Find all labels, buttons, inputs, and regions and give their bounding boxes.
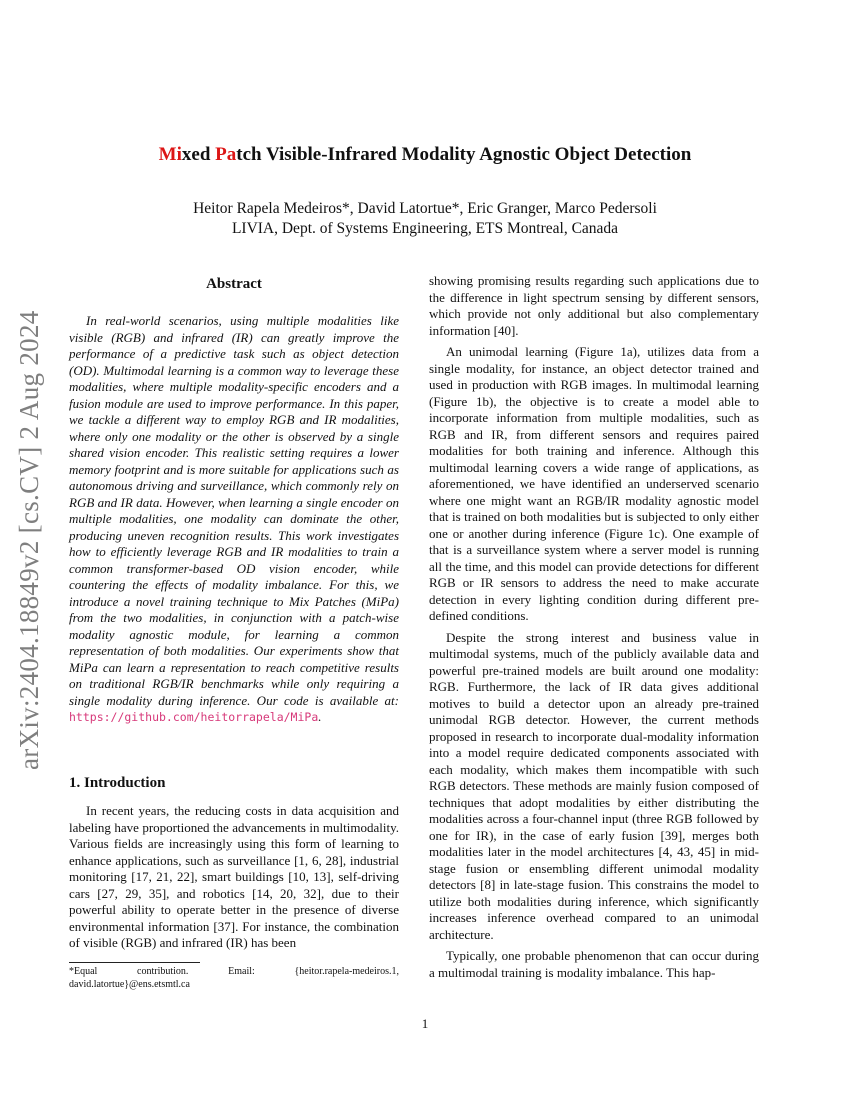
abstract-end: . (318, 709, 322, 724)
right-paragraph-2: An unimodal learning (Figure 1a), utilizes data from a single modality, for instance, an object detector trained and used in production with RGB images. In multimodal learning (Figure 1b), the objective is to create a model able to incorporate information from multiple modalities, such as RGB and IR, from different sensors and requires paired modalities for both training and inference. Although this multimodal learning covers a wide range of applications, as aforementioned, we have identified an underserved scenario where one might want an RGB/IR modality agnostic model that is trained on both modalities but is subjected to only either one or another during inference (Figure 1c). One example of that is a surveillance system where a server model is running all the time, and this model can provide detections for different RGB or IR sensors to address the need to make accurate detection in every lighting condition during different pre-defined conditions. (429, 344, 759, 623)
arxiv-stamp: arXiv:2404.18849v2 [cs.CV] 2 Aug 2024 (14, 310, 44, 770)
title-part1: xed (181, 144, 216, 165)
title-red-pa: Pa (215, 144, 237, 165)
intro-column (69, 803, 399, 957)
abstract-body (69, 313, 399, 731)
section-heading-introduction: 1. Introduction (69, 775, 166, 791)
page-number: 1 (421, 1016, 429, 1031)
right-paragraph-4: Typically, one probable phenomenon that can occur during a multimodal training is modality imbalance. This hap- (429, 948, 759, 980)
title-part2: tch Visible-Infrared Modality Agnostic Object Detection (236, 144, 692, 165)
author-affiliation: LIVIA, Dept. of Systems Engineering, ETS Montreal, Canada (231, 220, 619, 237)
author-block (0, 199, 850, 239)
abstract-text: In real-world scenarios, using multiple modalities like visible (RGB) and infrared (IR) can greatly improve the performance of a predictive task such as object detection (OD). Multimodal learning is a common way to leverage these modalities, where multiple modality-specific encoders and a fusion module are used to improve performance. In this paper, we tackle a different way to employ RGB and IR modalities, where only one modality or the other is observed by a single shared vision encoder. This realistic setting requires a lower memory footprint and is more suitable for applications such as autonomous driving and surveillance, which commonly rely on RGB and IR data. However, when learning a single encoder on multiple modalities, one modality can dominate the other, producing uneven recognition results. This work investigates how to efficiently leverage RGB and IR modalities to train a common transformer-based OD vision encoder, while countering the effects of modality imbalance. For this, we introduce a novel training technique to Mix Patches (MiPa) from the two modalities, in conjunction with a patch-wise modality agnostic module, for learning a common representation of both modalities. Our experiments show that MiPa can learn a representation to reach competitive results on traditional RGB/IR benchmarks while only requiring a single modality during inference. Our code is available at: (69, 313, 399, 708)
right-paragraph-3: Despite the strong interest and business value in multimodal systems, much of the publicly available data and powerful pre-trained models are built around one modality: RGB. Furthermore, the lack of IR data gives additional motives to build a detector upon an already pre-trained unimodal RGB detector. However, the current methods proposed in research to incorporate dual-modality information into a model require dedicated components associated with each modality, which makes them incompatible with such RGB detectors. These methods are mainly fusion composed of techniques that adopt modalities by either distributing the modalities across a four-channel input (three RGB followed by one for IR), in the case of early fusion [39], merges both modalities later in the model architectures [4, 43, 45] in mid-stage fusion or ensembling different unimodal modality detectors [8] in late-stage fusion. This constrains the model to utilize both modalities during inference, which significantly increases inference overhead compared to an unimodal architecture. (429, 629, 759, 942)
intro-paragraph: In recent years, the reducing costs in data acquisition and labeling have proportioned the advancements in multimodality. Various fields are increasingly using this form of learning to enhance applications, such as surveillance [1, 6, 28], industrial monitoring [17, 21, 22], smart buildings [10, 13], self-driving cars [27, 29, 35], and robotics [14, 20, 32], due to their powerful ability to operate better in the presence of diverse environmental information [37]. For instance, the combination of visible (RGB) and infrared (IR) has been (69, 803, 399, 950)
footnote-rule (69, 962, 200, 963)
right-paragraph-1: showing promising results regarding such applications due to the difference in light spectrum sensing by different sensors, which provide not only additional but also complementary information [40]. (429, 273, 759, 338)
footnote: *Equal contribution. Email: {heitor.rapela-medeiros.1, david.latortue}@ens.etsmtl.ca (69, 966, 399, 990)
paper-title (0, 144, 850, 166)
abstract-heading: Abstract (206, 276, 262, 292)
author-names: Heitor Rapela Medeiros*, David Latortue*, Eric Granger, Marco Pedersoli (193, 200, 657, 217)
code-link[interactable]: https://github.com/heitorrapela/MiPa (69, 710, 319, 724)
title-red-mi: Mi (158, 144, 182, 165)
right-column (429, 273, 759, 986)
